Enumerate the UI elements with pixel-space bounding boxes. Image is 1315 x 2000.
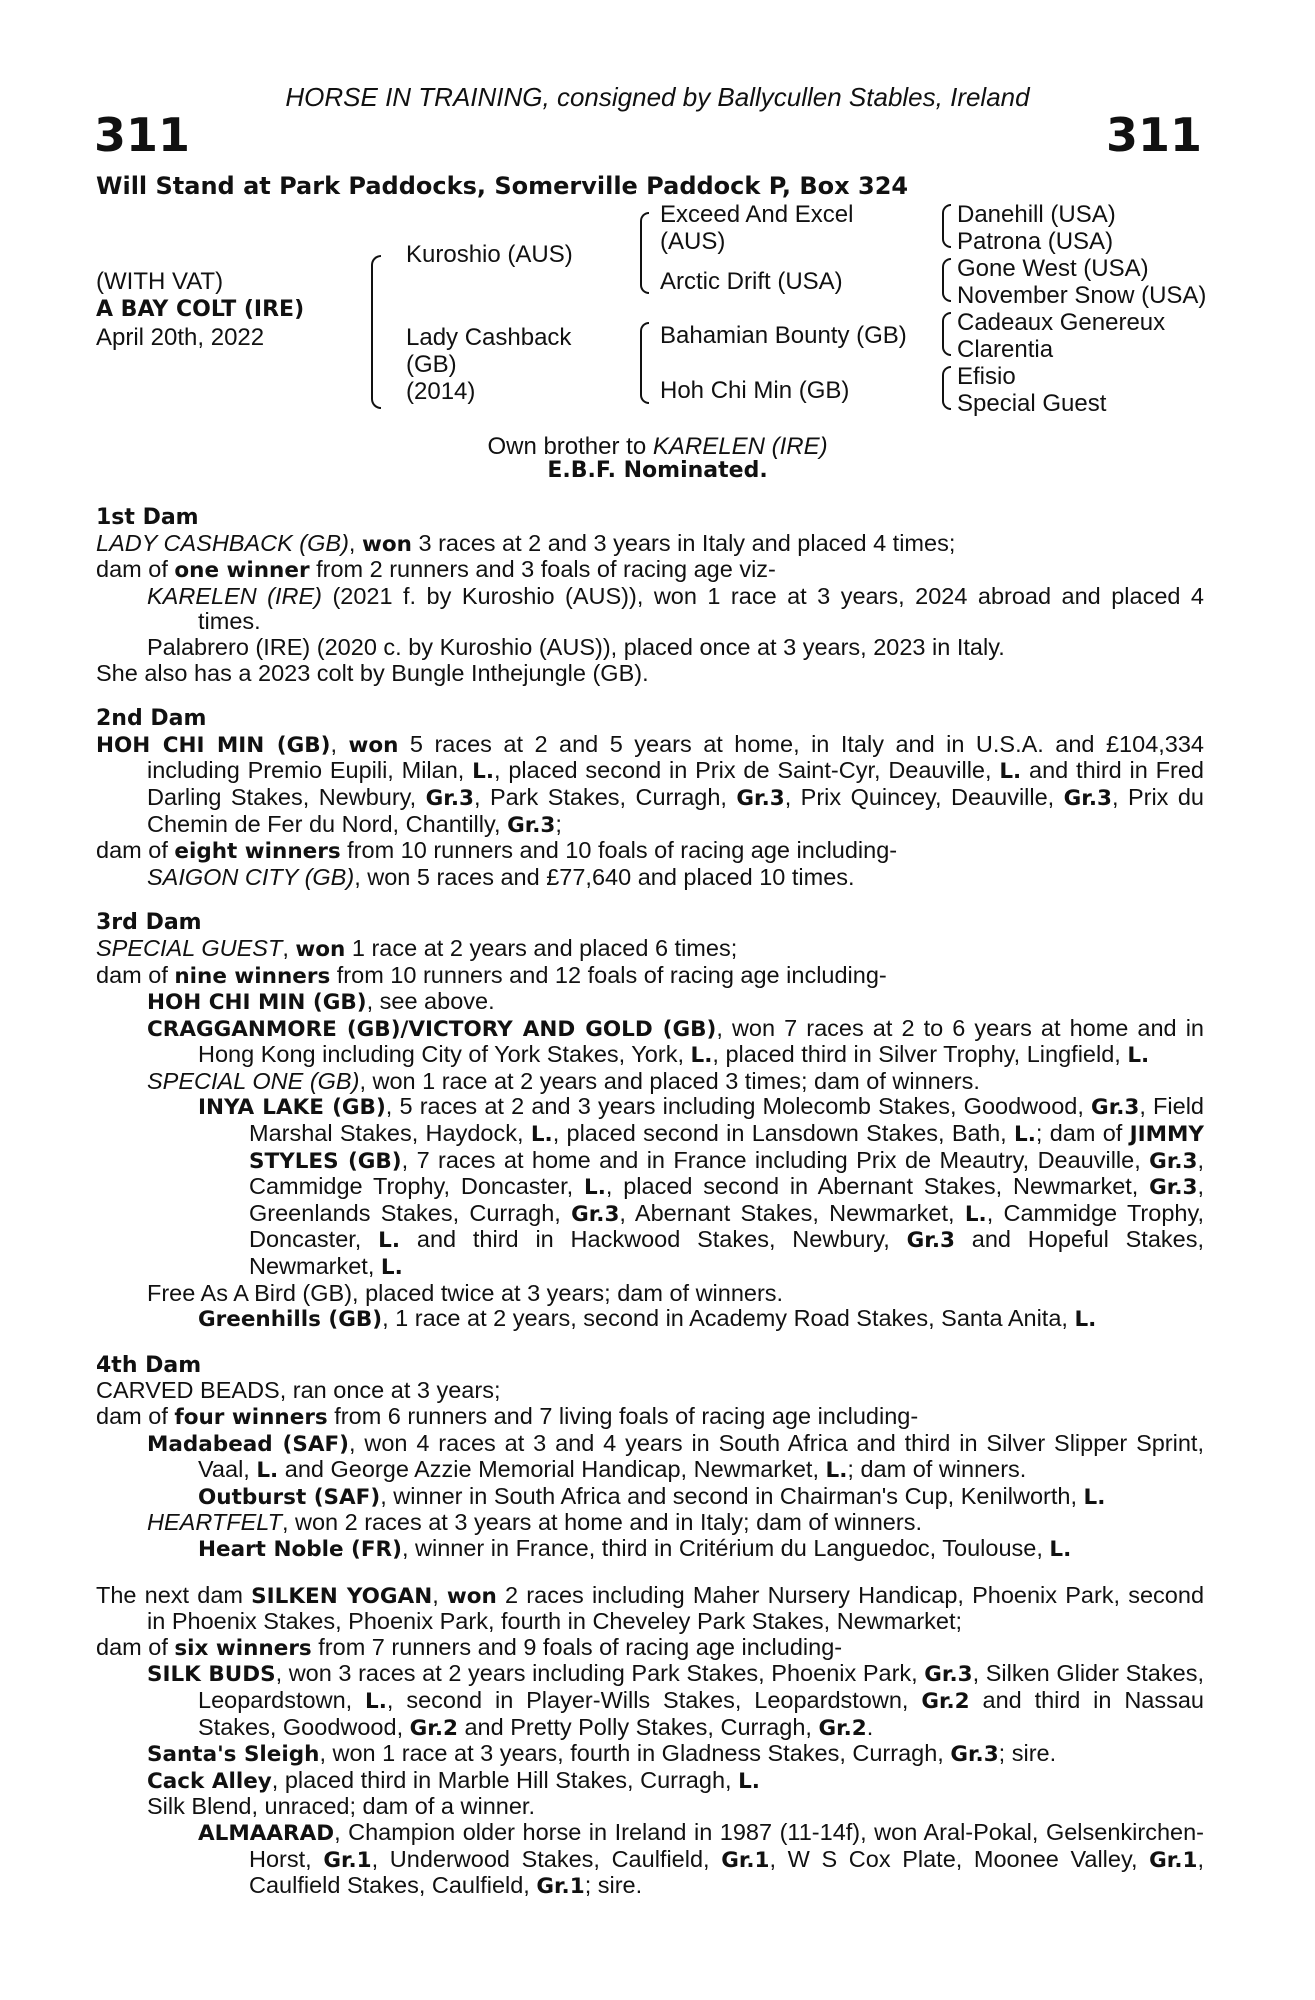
gen3-brace-2: [942, 258, 951, 302]
horse-name: A BAY COLT (IRE): [96, 297, 305, 322]
produce-entry: Heart Noble (FR), winner in France, third in Critérium du Languedoc, Toulouse, L.: [198, 1534, 1072, 1562]
fourth-dam-produce: dam of four winners from 6 runners and 7 living foals of racing age including-: [96, 1403, 919, 1430]
produce-entry: Free As A Bird (GB), placed twice at 3 years; dam of winners.: [147, 1279, 784, 1306]
next-dam-record: The next dam SILKEN YOGAN, won 2 races including Maher Nursery Handicap, Phoenix Park, second in Phoenix Stakes, Phoenix Park, fourth in Cheveley Park Stakes, Newmarket;: [96, 1581, 1205, 1635]
dss: Cadeaux Genereux: [957, 309, 1166, 336]
gen3-brace-3: [942, 312, 951, 356]
sire-sire-1: Exceed And Excel: [660, 201, 854, 228]
lot-number-right: 311: [1105, 108, 1202, 162]
fourth-dam-record: CARVED BEADS, ran once at 3 years;: [96, 1377, 501, 1404]
produce-entry: SILK BUDS, won 3 races at 2 years including Park Stakes, Phoenix Park, Gr.3, Silken Glider Stakes, Leopardstown, L., second in Player-Wills Stakes, Leopardstown, Gr.2 and third in Nassau Stakes, Goodwood, Gr.2 and Pretty Polly Stakes, Curragh, Gr.2.: [147, 1660, 1204, 1741]
produce-entry: Madabead (SAF), won 4 races at 3 and 4 years in South Africa and third in Silver Slipper Sprint, Vaal, L. and George Azzie Memorial Handicap, Newmarket, L.; dam of winners.: [147, 1429, 1204, 1484]
main-brace: [371, 255, 381, 409]
dam-brace: [640, 322, 649, 404]
lot-number-left: 311: [94, 108, 191, 162]
sire-brace: [640, 212, 649, 294]
sds: Gone West (USA): [957, 255, 1149, 282]
second-dam-produce: dam of eight winners from 10 runners and 10 foals of racing age including-: [96, 837, 898, 865]
produce-entry: Palabrero (IRE) (2020 c. by Kuroshio (AUS)), placed once at 3 years, 2023 in Italy.: [147, 633, 1005, 660]
dam-line-2: (GB): [406, 351, 457, 378]
fourth-dam-heading: 4th Dam: [96, 1352, 202, 1378]
second-dam-record: HOH CHI MIN (GB), won 5 races at 2 and 5 years at home, in Italy and in U.S.A. and £104,334 including Premio Eupili, Milan, L., placed second in Prix de Saint-Cyr, Deauville, L. and third in Fred Darling Stakes, Newbury, Gr.3, Park Stakes, Curragh, Gr.3, Prix Quincey, Deauville, Gr.3, Prix du Chemin de Fer du Nord, Chantilly, Gr.3;: [96, 730, 1204, 838]
first-dam-produce: dam of one winner from 2 runners and 3 foals of racing age viz-: [96, 556, 776, 584]
sdd: November Snow (USA): [957, 282, 1207, 309]
third-dam-record: SPECIAL GUEST, won 1 race at 2 years and placed 6 times;: [96, 934, 738, 962]
ebf-note: E.B.F. Nominated.: [547, 458, 768, 483]
catalogue-header: HORSE IN TRAINING, consigned by Ballycullen Stables, Ireland: [285, 82, 1030, 112]
produce-entry: CRAGGANMORE (GB)/VICTORY AND GOLD (GB), won 7 races at 2 to 6 years at home and in Hong Kong including City of York Stakes, York, L., placed third in Silver Trophy, Lingfield, L.: [147, 1014, 1204, 1069]
produce-entry: Cack Alley, placed third in Marble Hill Stakes, Curragh, L.: [147, 1766, 760, 1794]
ddd: Special Guest: [957, 390, 1107, 417]
second-dam-heading: 2nd Dam: [96, 706, 207, 732]
sire-sire-2: (AUS): [660, 228, 726, 255]
produce-entry: HOH CHI MIN (GB), see above.: [147, 988, 495, 1016]
produce-entry: SAIGON CITY (GB), won 5 races and £77,640 and placed 10 times.: [147, 863, 855, 890]
produce-entry: HEARTFELT, won 2 races at 3 years at home and in Italy; dam of winners.: [147, 1509, 922, 1536]
produce-record: [96, 505, 1204, 1900]
produce-entry: ALMAARAD, Champion older horse in Ireland in 1987 (11-14f), won Aral-Pokal, Gelsenkirchen-Horst, Gr.1, Underwood Stakes, Caulfield, Gr.1, W S Cox Plate, Moonee Valley, Gr.1, Caulfield Stakes, Caulfield, Gr.1; sire.: [198, 1818, 1204, 1900]
dam-line-1: Lady Cashback: [406, 324, 572, 351]
third-dam-produce: dam of nine winners from 10 runners and 12 foals of racing age including-: [96, 961, 887, 989]
own-brother-note: Own brother to KARELEN (IRE): [487, 433, 828, 460]
produce-entry: Outburst (SAF), winner in South Africa and second in Chairman's Cup, Kenilworth, L.: [198, 1482, 1106, 1510]
produce-entry: Silk Blend, unraced; dam of a winner.: [147, 1793, 535, 1820]
dam-line-3: (2014): [406, 378, 476, 405]
dam-dam: Hoh Chi Min (GB): [660, 377, 850, 404]
vat-note: (WITH VAT): [96, 268, 224, 295]
gen3-brace-1: [942, 204, 951, 248]
dam-sire: Bahamian Bounty (GB): [660, 322, 907, 349]
produce-entry: Santa's Sleigh, won 1 race at 3 years, fourth in Gladness Stakes, Curragh, Gr.3; sire.: [147, 1740, 1057, 1768]
third-dam-heading: 3rd Dam: [96, 910, 202, 936]
first-dam-record: LADY CASHBACK (GB), won 3 races at 2 and 3 years in Italy and placed 4 times;: [96, 529, 956, 557]
produce-entry: Greenhills (GB), 1 race at 2 years, second in Academy Road Stakes, Santa Anita, L.: [198, 1305, 1097, 1333]
sire-dam: Arctic Drift (USA): [660, 268, 843, 295]
first-dam-heading: 1st Dam: [96, 505, 199, 530]
dsd: Clarentia: [957, 336, 1054, 363]
produce-entry: INYA LAKE (GB), 5 races at 2 and 3 years including Molecomb Stakes, Goodwood, Gr.3, Field Marshal Stakes, Haydock, L., placed second in Lansdown Stakes, Bath, L.; dam of JIMMY STYLES (GB), 7 races at home and in France including Prix de Meautry, Deauville, Gr.3, Cammidge Trophy, Doncaster, L., placed second in Abernant Stakes, Newmarket, Gr.3, Greenlands Stakes, Curragh, Gr.3, Abernant Stakes, Newmarket, L., Cammidge Trophy, Doncaster, L. and third in Hackwood Stakes, Newbury, Gr.3 and Hopeful Stakes, Newmarket, L.: [198, 1093, 1205, 1281]
gen3-brace-4: [942, 366, 951, 410]
horse-dob: April 20th, 2022: [96, 324, 265, 351]
produce-entry: SPECIAL ONE (GB), won 1 race at 2 years and placed 3 times; dam of winners.: [147, 1067, 980, 1094]
dds: Efisio: [957, 363, 1016, 390]
sss: Danehill (USA): [957, 201, 1116, 228]
produce-entry: KARELEN (IRE) (2021 f. by Kuroshio (AUS)), won 1 race at 3 years, 2024 abroad and placed 4 times.: [147, 582, 1204, 635]
produce-note: She also has a 2023 colt by Bungle Inthejungle (GB).: [96, 659, 649, 686]
ssd: Patrona (USA): [957, 228, 1114, 255]
next-dam-produce: dam of six winners from 7 runners and 9 foals of racing age including-: [96, 1633, 843, 1661]
sire: Kuroshio (AUS): [406, 241, 573, 268]
stand-info: Will Stand at Park Paddocks, Somerville Paddock P, Box 324: [96, 172, 909, 200]
